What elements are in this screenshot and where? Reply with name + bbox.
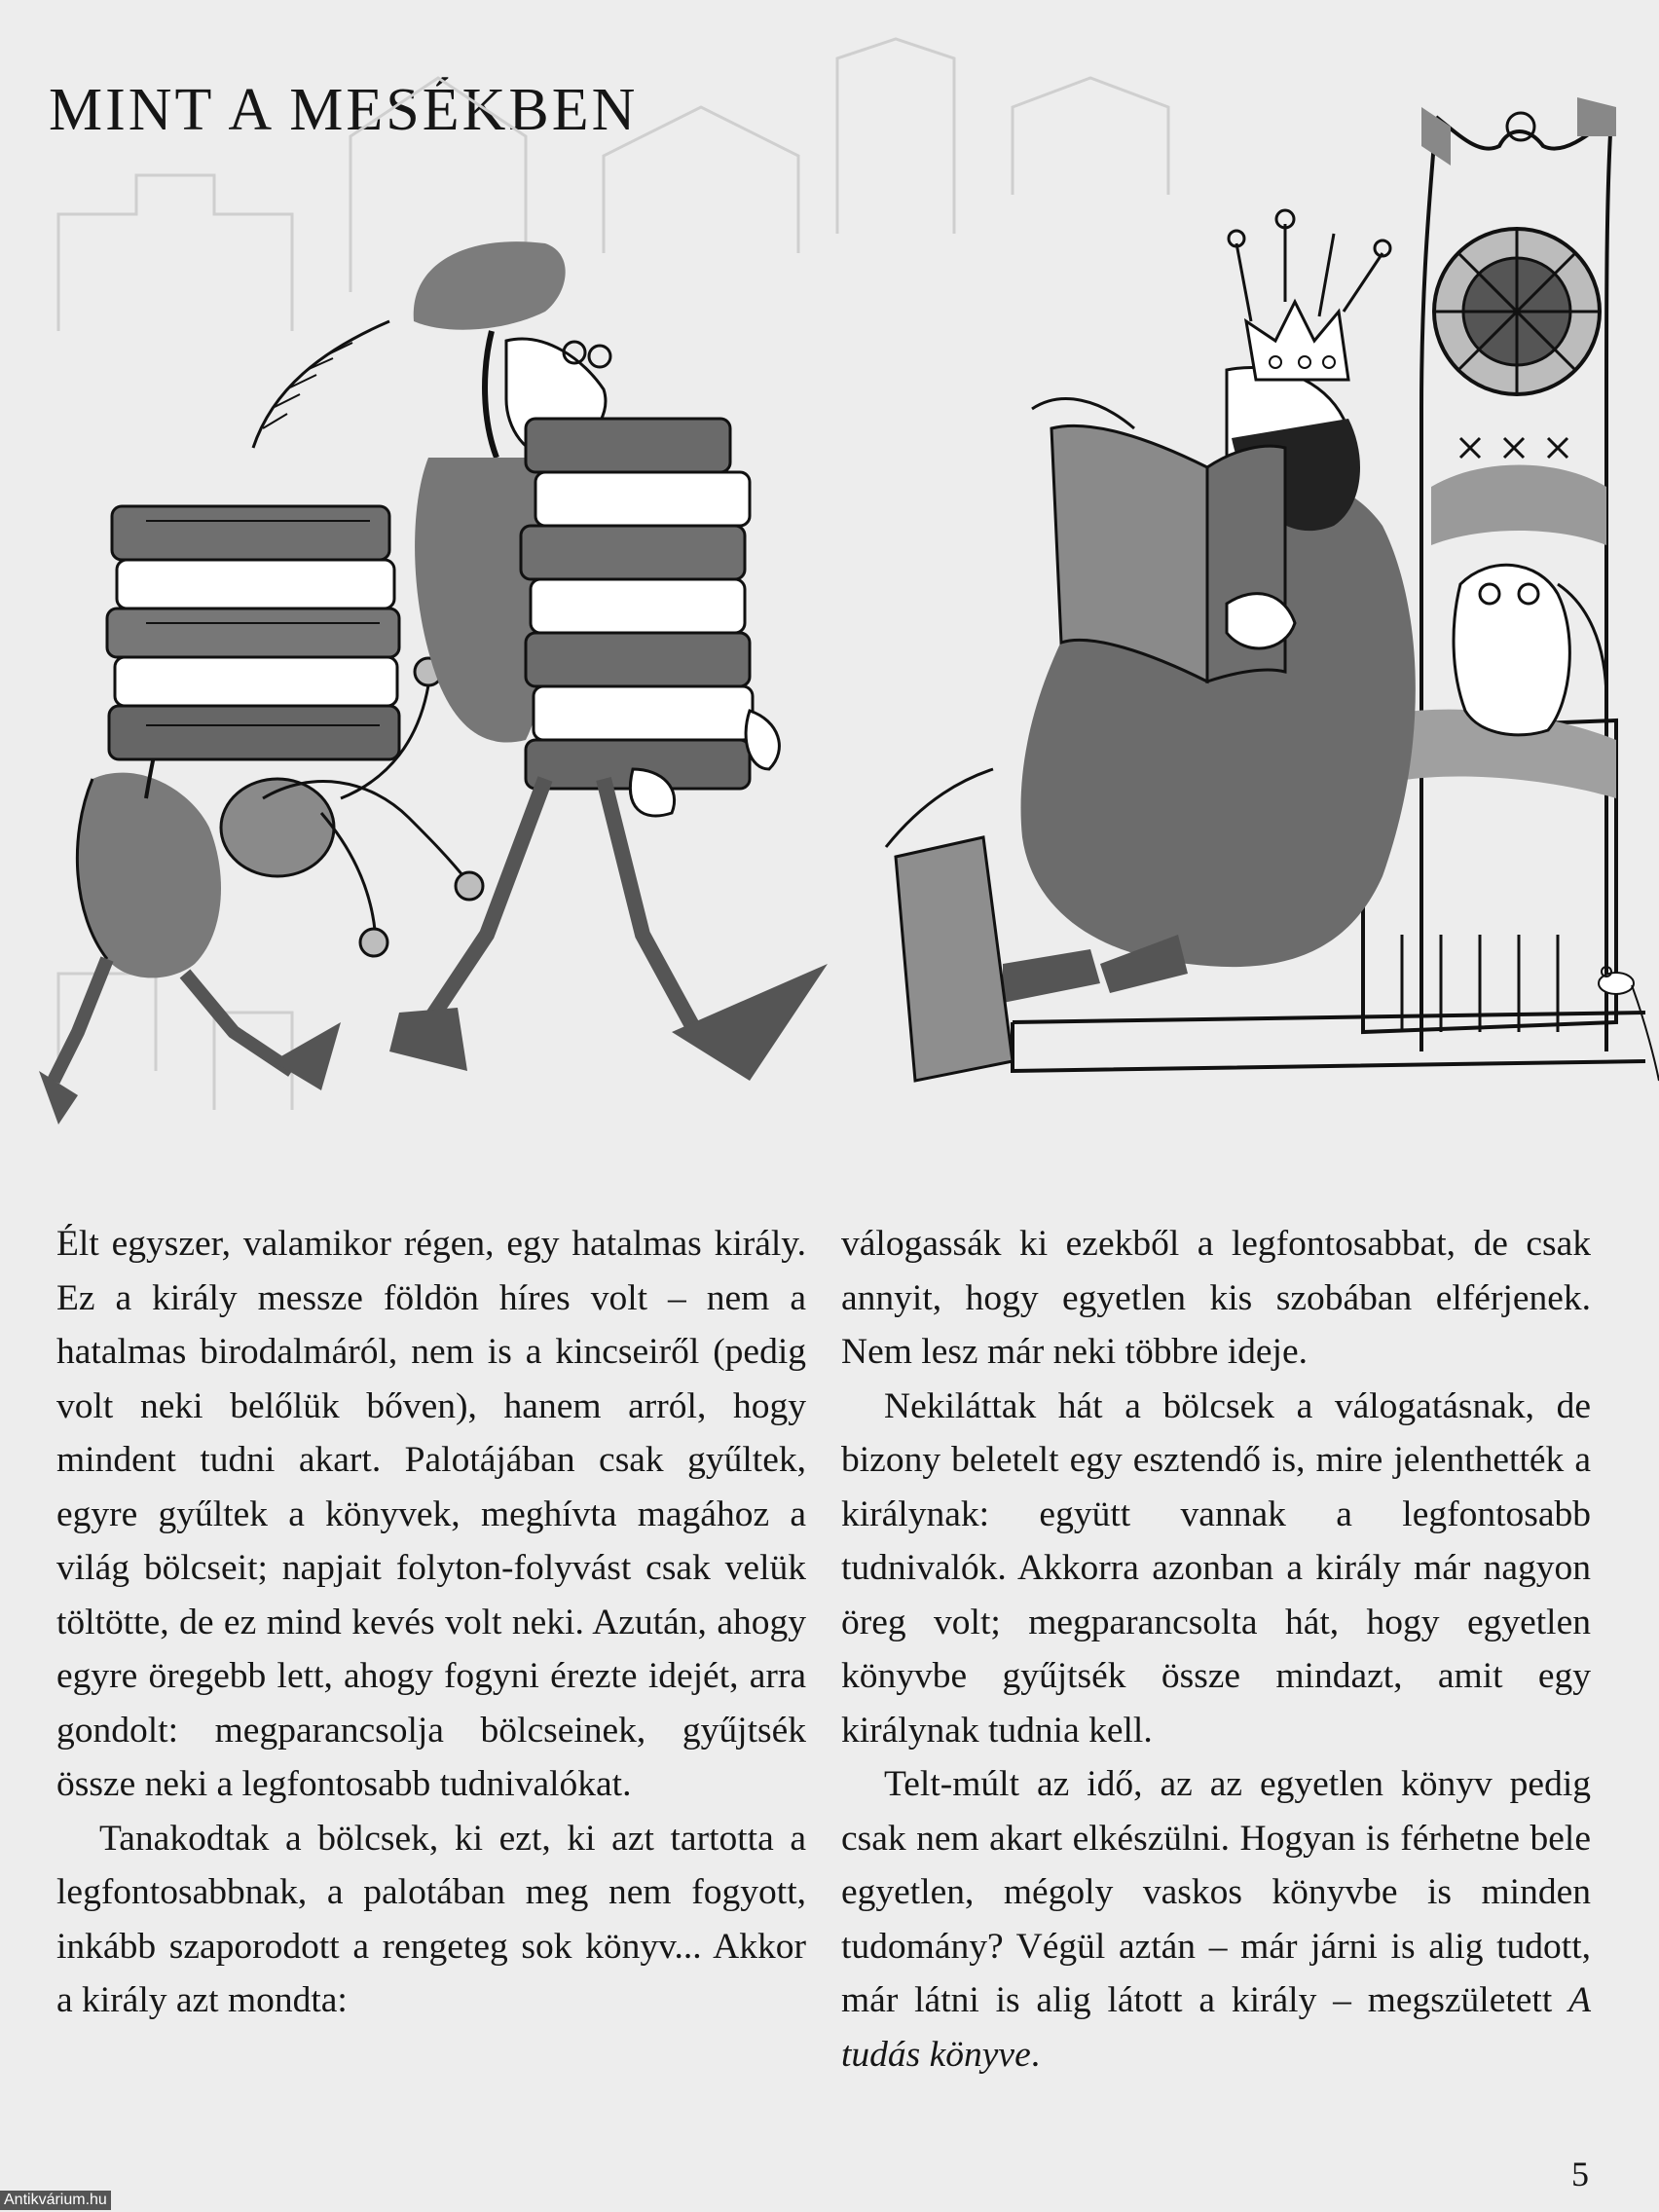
book-stack — [107, 506, 399, 759]
paragraph — [841, 1757, 1591, 2082]
paragraph: válogassák ki ezekből a legfontosabbat, de csak annyit, hogy egyetlen kis szobában elférjenek. Nem lesz már neki többre ideje. — [841, 1224, 1591, 1372]
paragraph: Tanakodtak a bölcsek, ki ezt, ki azt tartotta a legfontosabbnak, a palotában meg nem fogyott, inkább szaporodott a rengeteg sok könyv... Akkor a király azt mondta: — [56, 1818, 806, 2020]
text-column-right — [841, 1217, 1591, 2082]
crown — [1229, 210, 1390, 380]
rose-window — [1434, 229, 1600, 458]
text-column-left — [56, 1217, 806, 2028]
page-number: 5 — [1571, 2155, 1589, 2194]
page-title: MINT A MESÉKBEN — [49, 77, 639, 143]
watermark: Antikvárium.hu — [0, 2191, 111, 2210]
owl — [1454, 565, 1606, 735]
book-title: A tudás könyve — [841, 1980, 1591, 2075]
paragraph: Nekiláttak hát a bölcsek a válogatásnak, de bizony beletelt egy esztendő is, mire jelenthették a királynak: együtt vannak a legfontosabb tudnivalók. Akkorra azonban a király már nagyon öreg volt; megparancsolta hát, hogy egyetlen könyvbe gyűjtsék össze mindazt, amit egy királynak tudnia kell. — [841, 1385, 1591, 1751]
paragraph-text: Telt-múlt az idő, az az egyetlen könyv pedig csak nem akart elkészülni. Hogyan is férhetne bele egyetlen, mégoly vaskos könyvbe is minden tudomány? Végül aztán – már járni is alig tudott, már látni is alig látott a király – megszületett — [841, 1764, 1591, 2020]
paragraph: Élt egyszer, valamikor régen, egy hatalmas király. Ez a király messze földön híres volt – nem a hatalmas birodalmáról, nem is a kincseiről (pedig volt neki belőlük bőven), hanem arról, hogy mindent tudni akart. Palotájában csak gyűltek, egyre gyűltek a könyvek, meghívta magához a világ bölcseit; napjait folyton-folyvást csak velük töltötte, de ez mind kevés volt neki. Azután, ahogy egyre öregebb lett, ahogy fogyni érezte idejét, arra gondolt: megparancsolja bölcseinek, gyűjtsék össze neki a legfontosabb tudnivalókat. — [56, 1224, 806, 1804]
king-on-throne — [886, 367, 1416, 1081]
paragraph-end: . — [1030, 2034, 1041, 2075]
